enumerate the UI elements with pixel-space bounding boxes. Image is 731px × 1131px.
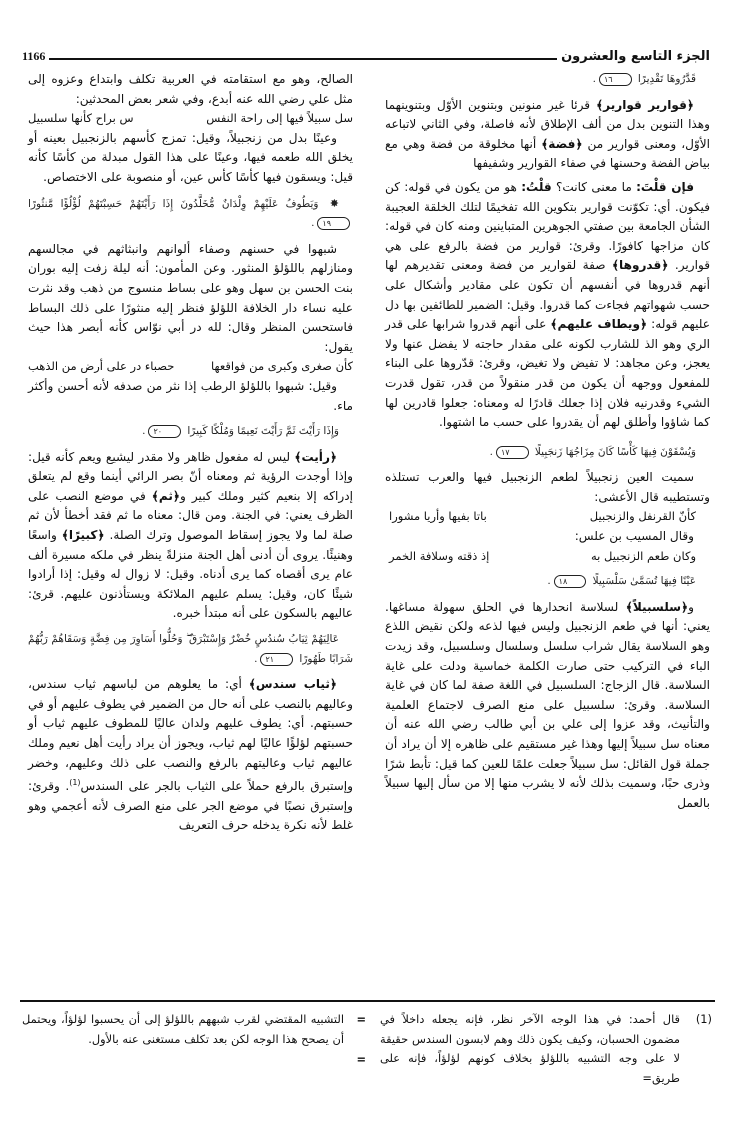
hemistich: كأن صغرى وكبرى من فواقعها [211, 359, 353, 374]
footnote-text: قال أحمد: في هذا الوجه الآخر نظر، فإنه يجعله داخلاً في مضمون الحسبان، وكيف يكون ذلك وهم لابسون السندس حقيقة لا على وجه التشبيه باللؤلؤ بخلاف كونهم لؤلؤاً، فإنه على طريق= [380, 1012, 680, 1085]
hemistich: س براح كأنها سلسبيل [28, 111, 134, 126]
footnote-right [380, 1010, 710, 1088]
keyword: ﴿قدروها﴾ [611, 258, 669, 273]
volume-title: الجزء التاسع والعشرون [561, 49, 710, 64]
continuation-mark: = [356, 1012, 366, 1026]
hemistich: كأنّ القرنفل والزنجبيل [589, 509, 696, 524]
keyword: ﴿ثم﴾ [151, 488, 180, 503]
paragraph: ﴿ثياب سندس﴾ أي: ما يعلوهم من لباسهم ثياب سندس، وعاليهم بالنصب على أنه حال من الضمير في يطوف عليهم أو في حسبتهم. أي: يطوف عليهم ولدان عاليًا للمطوف عليهم ثياب أو حسبتهم لؤلؤًا عاليًا لهم ثياب، ويجوز أن يراد رأيت أهل نعيم وملك عاليهم ثياب وعاليتهم بالرفع والنصب على ذلك وعليهم، وخضر وإستبرق بالرفع حملاً على الثياب بالجر على السندس$^{(1)}$. وقرئ: وإستبرق نصبًا في موضع الجر على منع الصرف لأنه أعجمي وهو غلط لأنه نكرة يدخله حرف التعريف [28, 677, 353, 833]
paragraph: سميت العين زنجبيلاً لطعم الزنجبيل فيها والعرب تستلذه وتستطيبه قال الأعشى: [385, 470, 710, 504]
paragraph: وقيل: شبهوا باللؤلؤ الرطب إذا نثر من صدفه لأنه أحسن وأكثر ماء. [28, 378, 353, 413]
running-header [22, 44, 710, 64]
keyword: ﴿سلسبيلاً﴾ [625, 599, 689, 614]
verse-number-badge: ١٦ [599, 73, 632, 86]
hemistich: حصباء در على أرض من الذهب [28, 359, 175, 374]
footnote-separator [20, 1000, 715, 1002]
keyword: فإن قلْتَ: [636, 179, 694, 194]
footnote-label: قال أحمد: [628, 1012, 680, 1026]
quran-verse: وَإِذَا رَأَيْتَ ثَمَّ رَأَيْتَ نَعِيمًا وَمُلْكًا كَبِيرًا ٢٠. [142, 425, 339, 438]
verse-number-badge: ١٨ [554, 575, 587, 588]
right-column [385, 70, 710, 813]
footnote-continuation-text: التشبيه المقتضي لقرب شبههم باللؤلؤ إلى أن يحسبوا لؤلؤاً، ويحتمل أن يصحح هذا الوجه لكن بعد تكلف مستغنى عنه بالأول. [22, 1012, 344, 1046]
verse-number-badge: ١٧ [496, 446, 529, 459]
hemistich: باتا بفيها وأريا مشورا [389, 509, 487, 524]
quran-verse: عَالِيَهُمْ ثِيَابُ سُندُسٍ خُضْرٌ وَإِسْتَبْرَقٌ ۖ وَحُلُّوا أَسَاوِرَ مِن فِضَّةٍ وَسَقَاهُمْ رَبُّهُمْ شَرَابًا طَهُورًا ٢١. [28, 633, 353, 665]
verse-number-badge: ٢١ [260, 653, 293, 666]
keyword: ﴿ثياب سندس﴾ [248, 677, 337, 692]
paragraph: ﴿قوارير قوارير﴾ قرئا غير منونين وبتنوين الأوّل وبتنوينهما وهذا التنوين بدل من ألف الإطلاق لأنه فاصلة، وفي الثاني لاتباعه الأوّل، ومعنى قوارير من ﴿فضة﴾ أنها مخلوقة من فضة وهي مع بياض الفضة وحسنها في صفاء القوارير وشفيفها [385, 97, 710, 171]
footnote-left [22, 1010, 366, 1066]
keyword: ﴿رأيت﴾ [294, 449, 337, 464]
paragraph: شبهوا في حسنهم وصفاء ألوانهم وانبثاثهم في مجالسهم ومنازلهم باللؤلؤ المنثور. وعن المأمون: أنه ليلة زفت إليه بوران بنت الحسن بن سهل وهو على بساط منسوج من ذهب وقد نثرت عليه نساء دار الخلافة اللؤلؤ فنظر إليه منثورًا على ذلك البساط فاستحسن المنظر وقال: لله در أبي نوّاس كأنه أبصر هذا حيث يقول: [28, 241, 353, 354]
keyword: قلْتُ: [521, 179, 552, 194]
hemistich: وكان طعم الزنجبيل به [591, 548, 696, 563]
quran-verse: قَدَّرُوهَا تَقْدِيرًا ١٦. [592, 73, 696, 85]
verse-number-badge: ١٩ [317, 217, 350, 230]
paragraph: فإن قلْتَ: ما معنى كانت؟ قلْتُ: هو من يكون في قوله: كن فيكون. أي: تكوّنت قوارير بتكوين الله تفخيمًا لتلك الخلقة العجيبة الشأن الجامعة بين صفتي الجوهرين المتباينين ومنه كان في قوله: كان مزاجها كافورًا. وقرئ: قوارير من فضة بالرفع على هي قوارير. ﴿قدروها﴾ صفة لقوارير من فضة ومعنى تقديرهم لها أنهم قدروها في أنفسهم أن تكون على مقادير وأشكال على حسب شهواتهم فجاءت كما قدروا. وقيل: الضمير للطائفين بها دل عليهم قوله: ﴿ويطاف عليهم﴾ على أنهم قدروا شرابها على قدر الري وهو الذ للشارب لكونه على مقدار حاجته لا يفضل عنها ولا يعجز، وعن مجاهد: لا تفيض ولا تغيض، وقرئ: قدّروها على البناء للمفعول ووجهه أن يكون من قدر منقولاً من قدر، تقول قدرت الشيء وقدرنيه فلان إذا جعلك قادرًا له ومعناه: جعلوا قادرين لها كما شاؤوا وأطلق لهم أن يقدروا على حسب ما اشتهوا. [385, 179, 710, 430]
quran-verse: وَيُسْقَوْنَ فِيهَا كَأْسًا كَانَ مِزَاجُهَا زَنجَبِيلًا ١٧. [489, 445, 696, 458]
header-rule [49, 58, 557, 60]
quran-verse: ✸ وَيَطُوفُ عَلَيْهِمْ وِلْدَانٌ مُّخَلَّدُونَ إِذَا رَأَيْتَهُمْ حَسِبْتَهُمْ لُؤْلُؤًا مَّنثُورًا ١٩. [28, 194, 353, 234]
continuation-mark: = [642, 1070, 652, 1085]
page-number: 1166 [22, 49, 46, 63]
footnote-marker: (1) [695, 1012, 712, 1026]
hemistich: إذ ذقته وسلافة الخمر [389, 548, 490, 563]
poem-line [28, 109, 353, 129]
paragraph: و﴿سلسبيلاً﴾ لسلاسة انحدارها في الحلق سهولة مساغها. يعني: أنها في طعم الزنجبيل وليس فيها لذعه ولكن نقيض اللذع وهو السلاسة يقال شراب سلسل وسلسال وسلسبيل، وقد زيدت الباء في التركيب حتى صارت الكلمة خماسية ودلت على غاية السلاسة. قال الزجاج: السلسبيل في اللغة صفة لما كان في غاية السلاسة. وقرئ: سلسبيل على منع الصرف لاجتماع العلمية والتأنيث، وقد عزوا إلى علي بن أبي طالب رضي الله عنه أن معناه سل سبيلاً إليها وهذا غير مستقيم على ظاهره إلا أن يراد أن جملة قول القائل: سل سبيلاً جعلت علمًا للعين كما قيل: تأبط شرًا وذرى حبًا، وسميت بذلك لأنه لا يشرب منها إلا من سأل إليها سبيلاً بالعمل [385, 599, 710, 810]
keyword: ﴿فضة﴾ [541, 136, 583, 151]
paragraph: وقال المسيب بن علس: [574, 529, 694, 544]
paragraph: ﴿رأيت﴾ ليس له مفعول ظاهر ولا مقدر ليشيع ويعم كأنه قيل: وإذا أوجدت الرؤية ثم ومعناه أنّ بصر الرائي أينما وقع لم يتعلق إدراكه إلا بنعيم كثير وملك كبير و﴿ثم﴾ في موضع النصب على الظرف يعني: في الجنة. ومن قال: معناه ما ثم فقد أخطأ لأن ثم صلة لما ولا يجوز إسقاط الموصول وترك الصلة. ﴿كبيرًا﴾ واسعًا وهنيئًا. يروى أن أدنى أهل الجنة منزلةً ينظر في ملكه مسيرة ألف عام يرى أقصاه كما يرى أدناه. وقيل: لا زوال له وقيل: إذا أرادوا شيئًا كان، وقيل: يسلم عليهم الملائكة ويستأذنون عليهم. قرئ: عاليهم بالسكون على أنه مبتدأ خبره. [28, 449, 354, 621]
paragraph: وعينًا بدل من زنجبيلاً، وقيل: تمزج كأسهم بالزنجبيل بعينه أو يخلق الله طعمه فيها، وعينًا على هذا القول مبدلة من كأسًا كأنه قيل: ويسقون فيها كأسًا كأس عين، أو منصوبة على الاختصاص. [28, 130, 353, 184]
keyword: ﴿كبيرًا﴾ [61, 528, 105, 543]
poem-line [28, 357, 353, 377]
keyword: ﴿قوارير قوارير﴾ [596, 97, 694, 112]
left-column [28, 70, 353, 836]
footnote-reference[interactable]: (1) [69, 778, 81, 788]
keyword: ﴿ويطاف عليهم﴾ [550, 317, 648, 332]
hemistich: سل سبيلاً فيها إلى راحة النفس [206, 111, 353, 126]
star-icon: ✸ [329, 196, 339, 210]
continuation-mark: = [356, 1052, 366, 1066]
paragraph: الصالح، وهو مع استقامته في العربية تكلف وابتداع وعزوه إلى مثل علي رضي الله عنه أبدع، وفي شعر بعض المحدثين: [28, 72, 353, 106]
quran-verse: عَيْنًا فِيهَا تُسَمَّىٰ سَلْسَبِيلًا ١٨. [547, 575, 696, 588]
poem-line [385, 507, 710, 527]
poem-line [385, 547, 710, 567]
verse-number-badge: ٢٠ [148, 425, 181, 438]
